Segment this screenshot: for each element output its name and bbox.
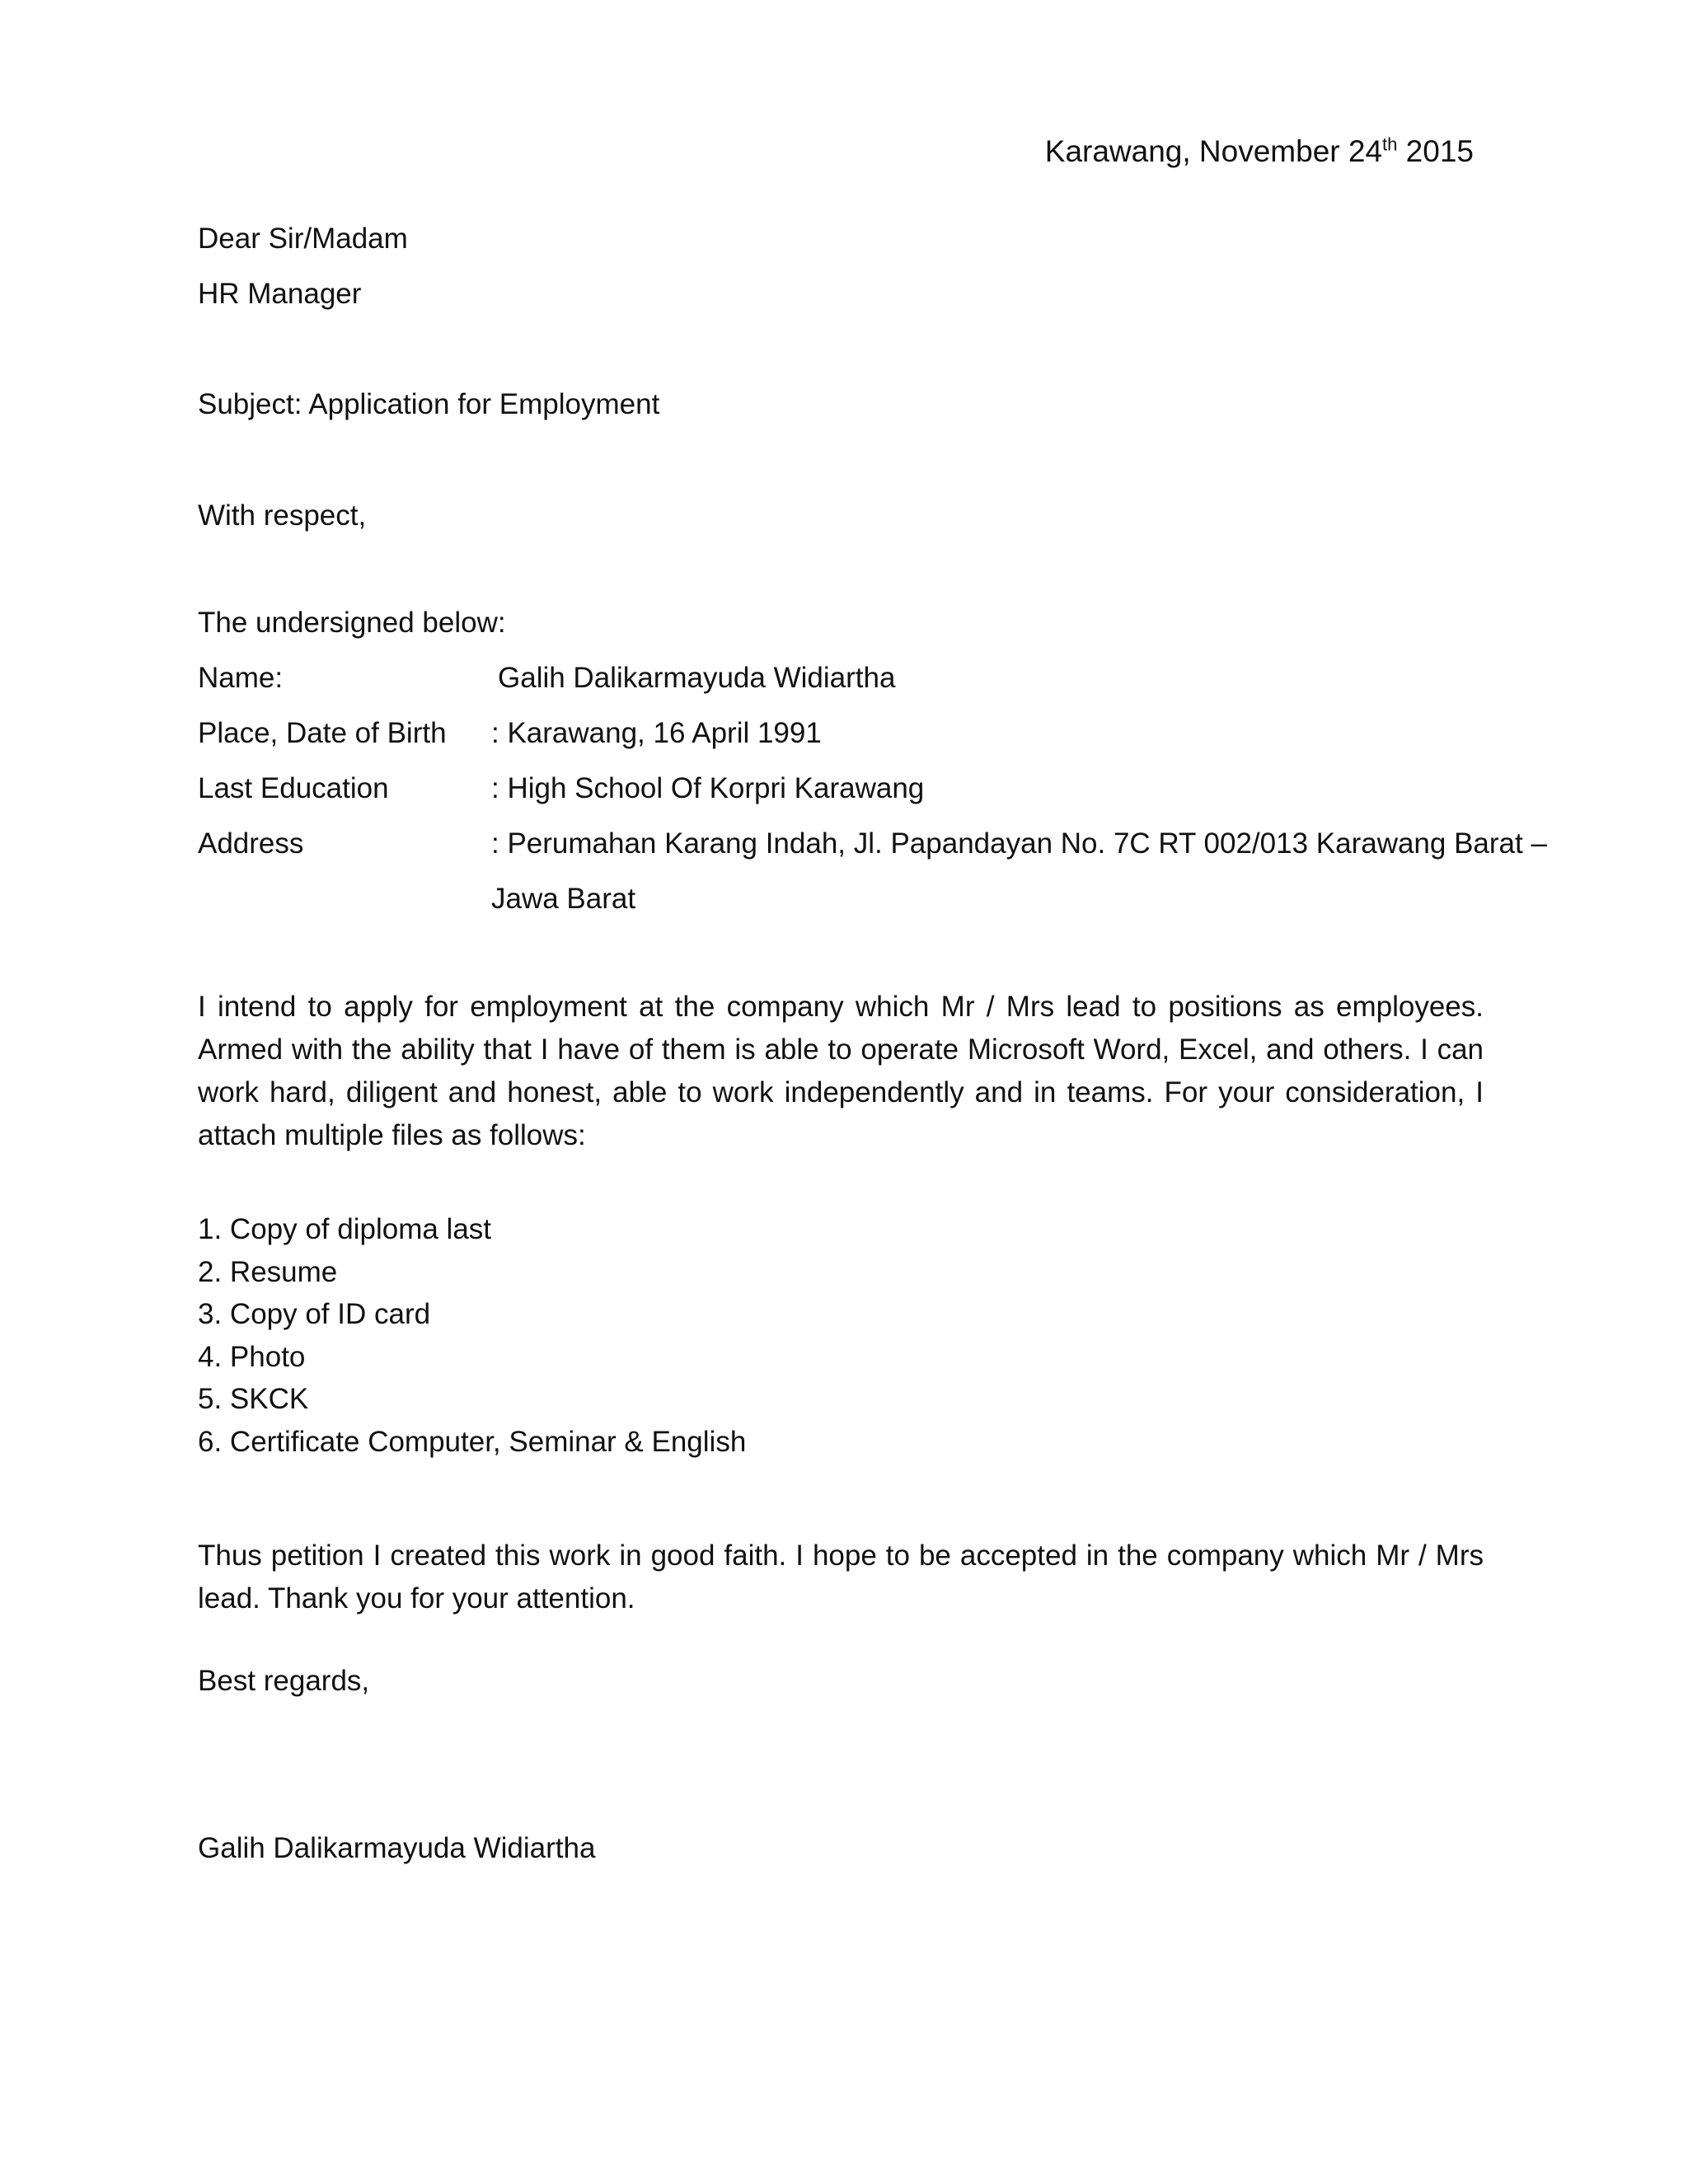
signature-name: Galih Dalikarmayuda Widiartha (198, 1832, 596, 1864)
list-item: 1. Copy of diploma last (198, 1213, 492, 1245)
sign-off: Best regards, (198, 1665, 370, 1697)
list-item: 3. Copy of ID card (198, 1298, 431, 1330)
date-prefix: Karawang, November 24 (1044, 134, 1383, 168)
list-item: 2. Resume (198, 1255, 338, 1288)
closing-paragraph: Thus petition I created this work in good faith. I hope to be accepted in the company which Mr / Mrs lead. Thank you for your attention. (198, 1540, 1484, 1615)
birth-value: : Karawang, 16 April 1991 (491, 717, 822, 749)
address-value-line2: Jawa Barat (491, 883, 636, 915)
letter-date (1045, 132, 1474, 171)
address-value-line1: : Perumahan Karang Indah, Jl. Papandayan No. 7C RT 002/013 Karawang Barat – (491, 827, 1547, 860)
recipient: HR Manager (198, 278, 362, 310)
address-label: Address (198, 827, 304, 860)
list-item: 5. SKCK (198, 1383, 309, 1415)
greeting: With respect, (198, 499, 367, 532)
intro-line: The undersigned below: (198, 607, 506, 639)
subject-line: Subject: Application for Employment (198, 388, 660, 420)
name-value: Galih Dalikarmayuda Widiartha (498, 662, 896, 694)
date-year: 2015 (1397, 134, 1474, 168)
list-item: 4. Photo (198, 1340, 306, 1373)
birth-label: Place, Date of Birth (198, 717, 447, 749)
education-value: : High School Of Korpri Karawang (491, 772, 925, 804)
attachment-list (198, 1208, 746, 1463)
list-item: 6. Certificate Computer, Seminar & English (198, 1425, 747, 1458)
body-paragraph: I intend to apply for employment at the company which Mr / Mrs lead to positions as employees. Armed with the ability that I have of them is able to operate Microsoft Word, Excel, and others. I can work hard, diligent and honest, able to work independently and in teams. For your consideration, I attach multiple files as follows: (198, 991, 1484, 1151)
salutation: Dear Sir/Madam (198, 223, 408, 255)
date-ordinal-suffix: th (1382, 134, 1398, 155)
name-label: Name: (198, 662, 284, 694)
education-label: Last Education (198, 772, 389, 804)
